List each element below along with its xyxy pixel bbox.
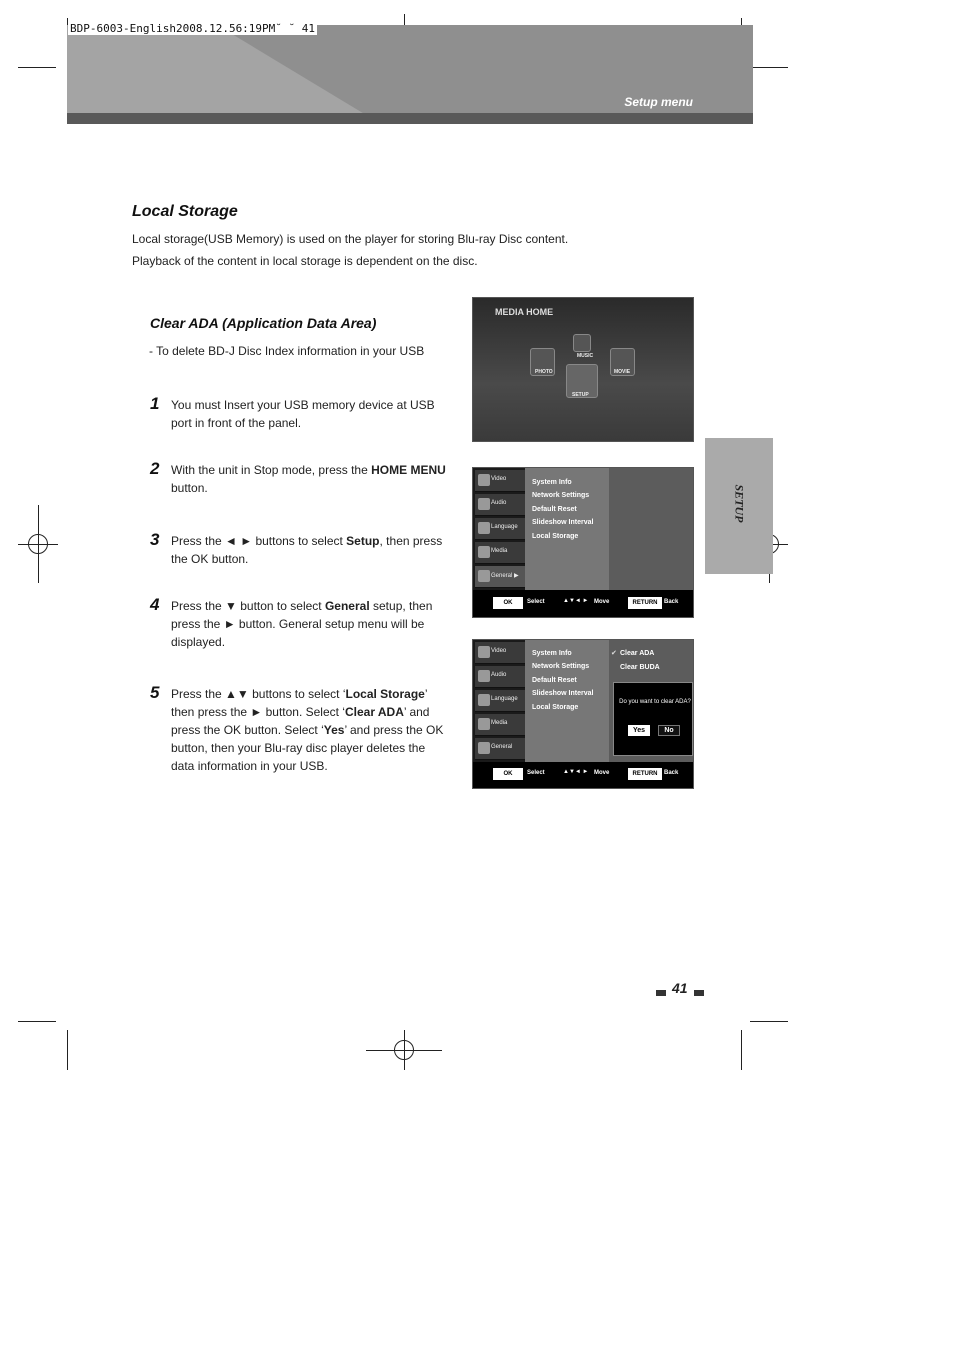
icon-label: SETUP [572,392,589,398]
menu-item: Default Reset [532,506,577,513]
page-title: Local Storage [132,203,238,220]
crop-mark [750,67,788,68]
intro-line-1: Local storage(USB Memory) is used on the player for storing Blu-ray Disc content. [132,232,569,246]
page-header [67,25,753,124]
crop-mark [18,67,56,68]
subsection-note: - To delete BD-J Disc Index information in your USB [149,344,425,358]
crop-mark [18,1021,56,1022]
sidebar-item-general: General [475,738,525,760]
sidebar-item-media: Media [475,542,525,564]
audio-icon [478,670,490,682]
sidebar-item-media: Media [475,714,525,736]
key-label: Select [527,599,545,605]
crop-mark [741,1030,742,1070]
print-slug: BDP-6003-English2008.12.56:19PM˘ ˘ 41 [70,22,316,35]
sidebar-item-video: Video [475,470,525,492]
submenu-panel [609,468,694,590]
sidebar-item-video: Video [475,642,525,664]
video-icon [478,646,490,658]
icon-label: MOVIE [614,369,631,375]
menu-item: System Info [532,479,572,486]
language-icon [478,522,490,534]
category-sidebar [473,468,525,590]
submenu-item: Clear ADA [620,650,655,657]
media-home-screenshot [472,297,694,442]
menu-item: System Info [532,650,572,657]
audio-icon [478,498,490,510]
settings-list [525,468,609,590]
confirm-dialog [613,682,693,756]
ok-key: OK [493,768,523,780]
check-icon: ✔ [611,650,617,657]
category-sidebar [473,640,525,762]
media-home-title: MEDIA HOME [495,307,554,317]
dialog-question: Do you want to clear ADA? [619,699,691,705]
side-tab [705,438,773,574]
step-number: 5 [150,683,160,702]
section-title: Setup menu [624,95,693,109]
step-number: 2 [150,459,160,478]
language-icon [478,694,490,706]
menu-item: Network Settings [532,492,590,499]
general-menu-screenshot [472,467,694,618]
menu-item: Slideshow Interval [532,519,594,526]
video-icon [478,474,490,486]
key-label: Back [664,770,679,776]
music-icon [573,334,591,352]
sidebar-item-language: Language [475,690,525,712]
step-text: With the unit in Stop mode, press the HOME MENU button. [171,463,446,495]
sidebar-item-general: General ▶ [475,566,525,588]
key-label: Select [527,770,545,776]
key-guide-bar [473,762,694,788]
menu-item: Default Reset [532,677,577,684]
menu-item: Slideshow Interval [532,690,594,697]
clear-ada-screenshot [472,639,694,789]
step-number: 3 [150,530,160,549]
no-button: No [658,725,680,736]
side-tab-label: SETUP [732,484,747,523]
menu-item: Local Storage [532,533,579,540]
submenu-item: Clear BUDA [620,664,660,671]
settings-list [525,640,609,762]
gear-icon [478,570,490,582]
registration-line [38,505,39,583]
step-text: You must Insert your USB memory device at USB port in front of the panel. [171,398,435,430]
return-key: RETURN [628,768,662,780]
icon-label: MUSIC [577,353,594,359]
media-icon [478,718,490,730]
sidebar-item-audio: Audio [475,494,525,516]
key-label: Back [664,599,679,605]
crop-mark [67,1030,68,1070]
step-text: Press the ▲▼ buttons to select ‘Local Storage’ then press the ► button. Select ‘Clear ADA’ and press the OK button. Select ‘Yes’ and press the OK button, then your Blu-ray disc player deletes the data information in your USB. [171,687,444,773]
step-number: 1 [150,394,160,413]
intro-line-2: Playback of the content in local storage is dependent on the disc. [132,254,478,268]
crop-mark [750,1021,788,1022]
sidebar-item-language: Language [475,518,525,540]
gear-icon [478,742,490,754]
arrow-keys: ▲▼◄ ► [563,769,589,775]
step-number: 4 [150,595,160,614]
ok-key: OK [493,597,523,609]
menu-item: Network Settings [532,663,590,670]
icon-label: PHOTO [535,369,553,375]
return-key: RETURN [628,597,662,609]
sidebar-item-audio: Audio [475,666,525,688]
page-number-marker [694,990,704,996]
step-text: Press the ◄ ► buttons to select Setup, then press the OK button. [171,534,443,566]
media-icon [478,546,490,558]
arrow-keys: ▲▼◄ ► [563,598,589,604]
subsection-title: Clear ADA (Application Data Area) [150,315,377,331]
registration-line [404,1030,405,1070]
menu-item: Local Storage [532,704,579,711]
yes-button: Yes [628,725,650,736]
page-number: 41 [672,980,688,996]
key-guide-bar [473,590,694,616]
key-label: Move [594,770,610,776]
page-number-marker [656,990,666,996]
key-label: Move [594,599,610,605]
header-band [67,113,753,124]
step-text: Press the ▼ button to select General setup, then press the ► button. General setup menu will be displayed. [171,599,433,649]
